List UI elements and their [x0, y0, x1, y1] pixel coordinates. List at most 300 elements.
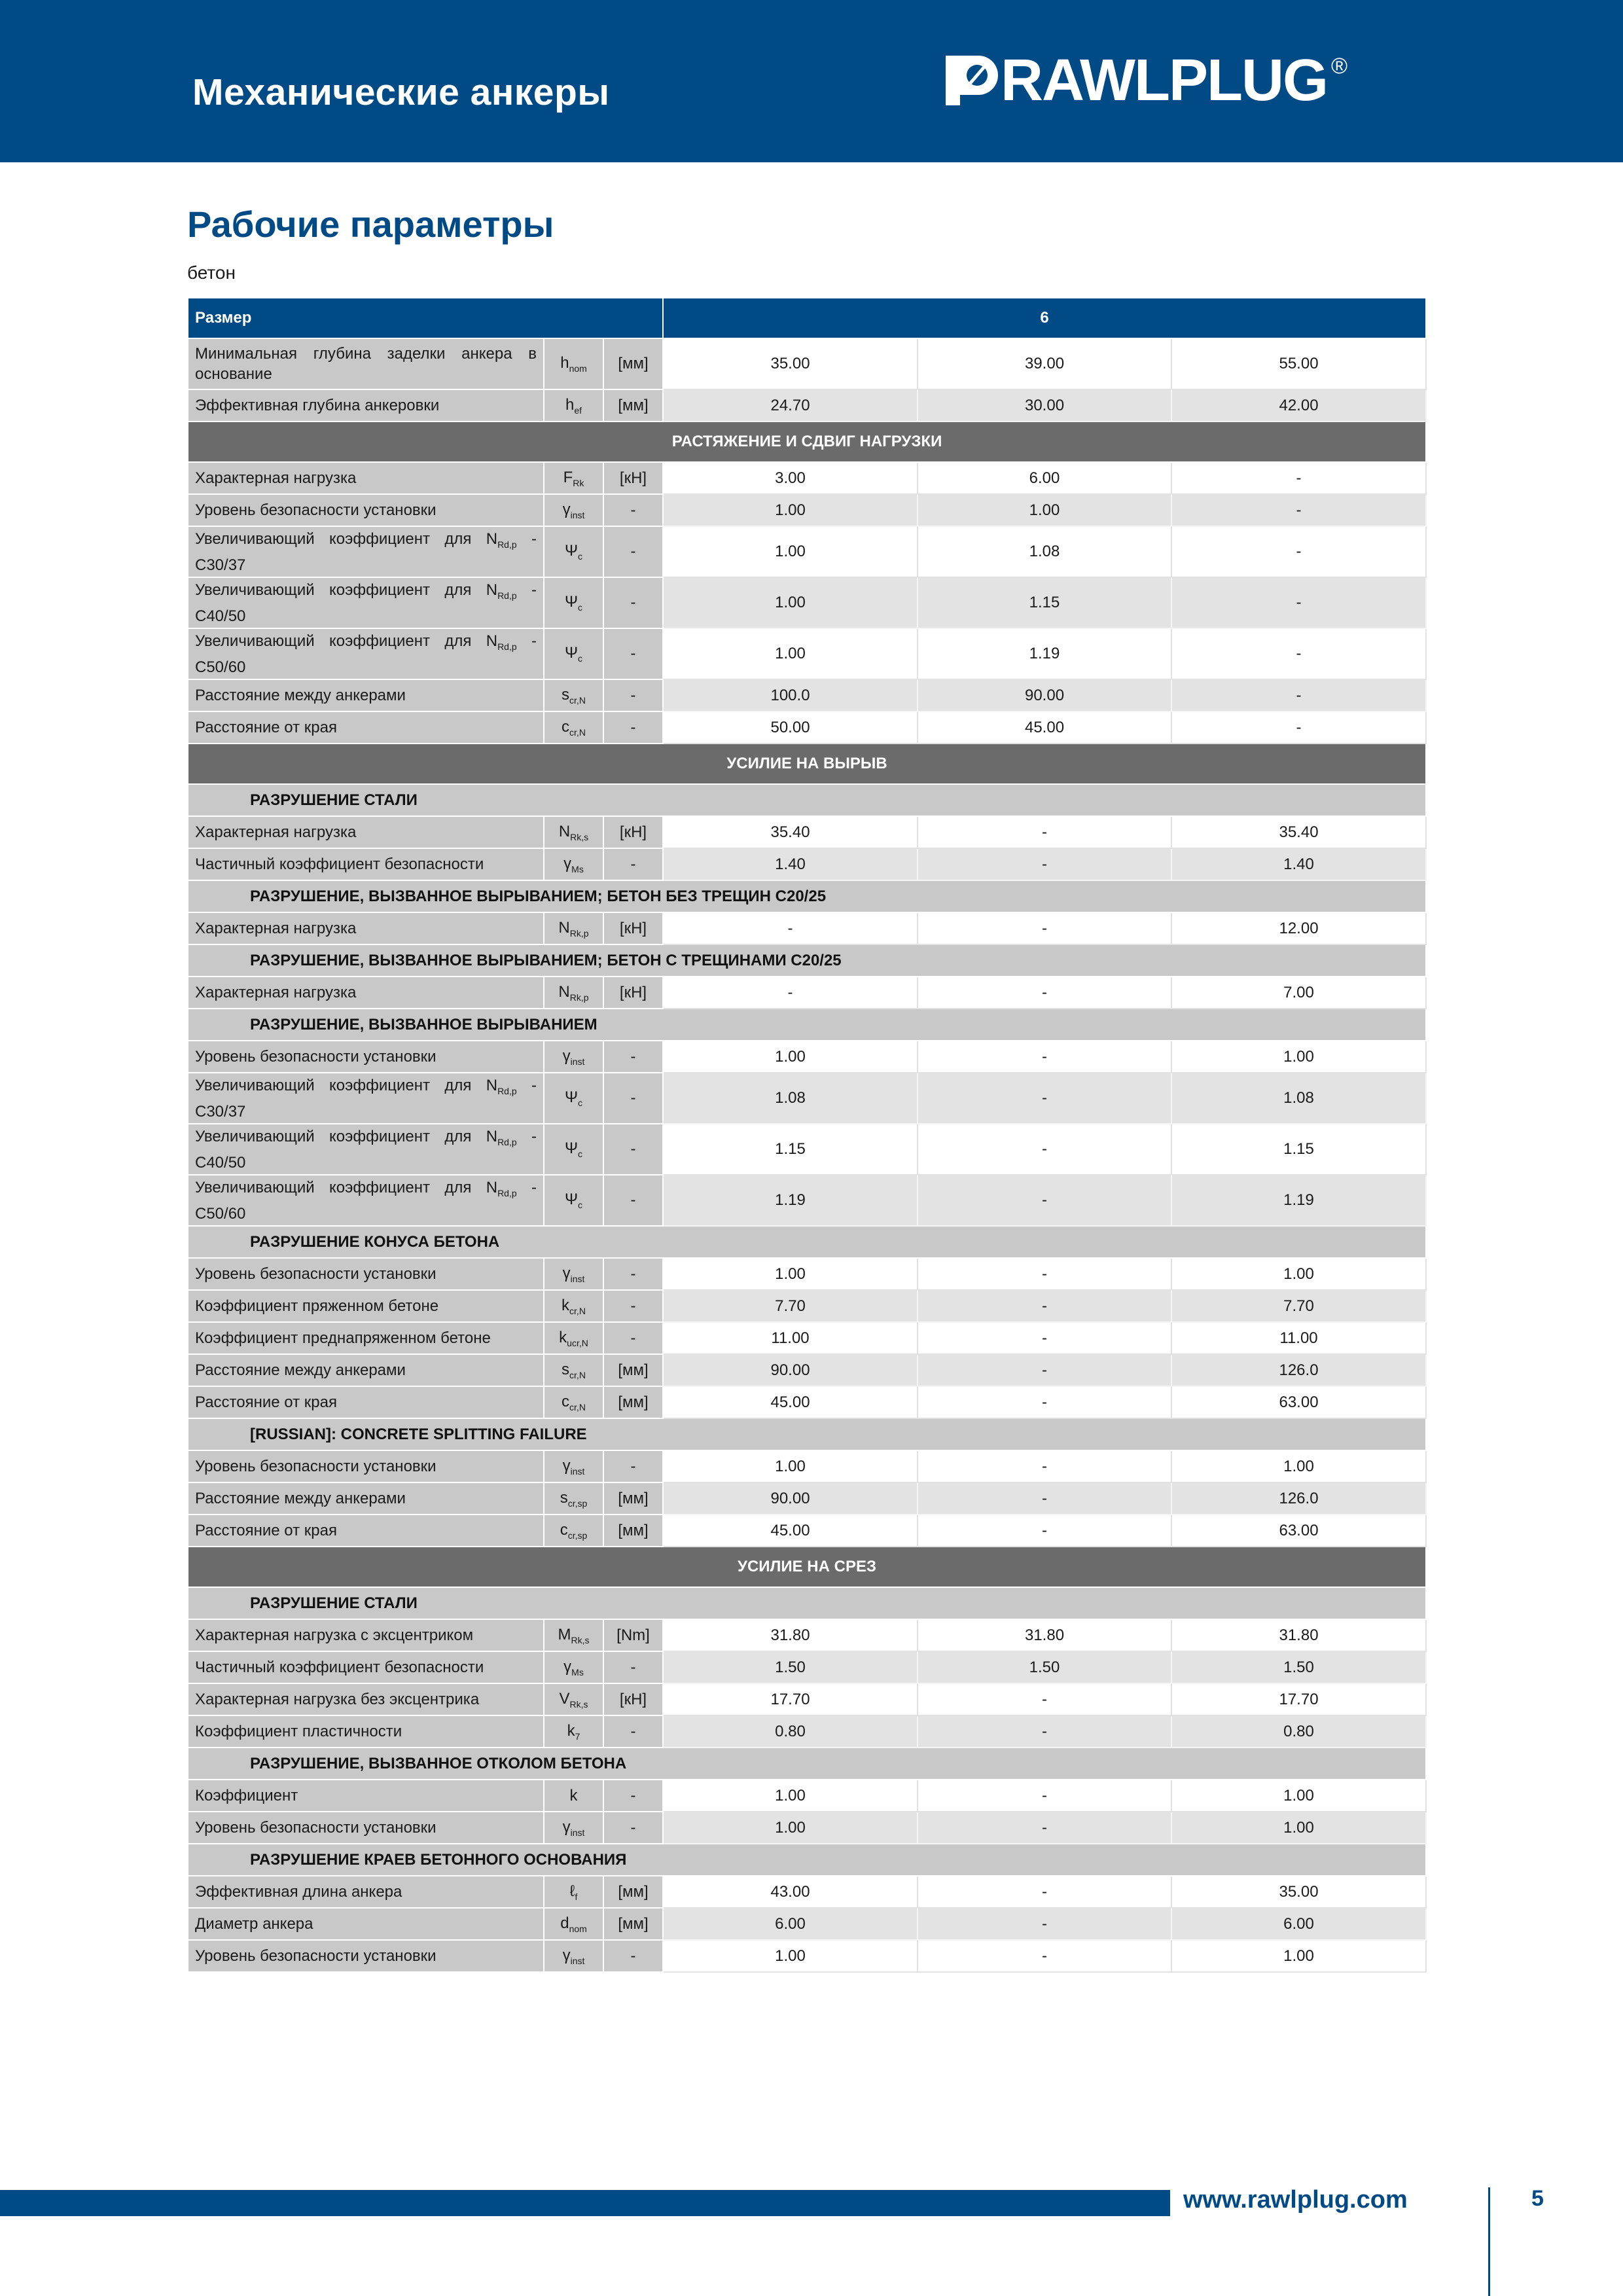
parameter-name: [188, 338, 544, 389]
parameter-symbol: [544, 1876, 603, 1908]
parameter-name-subscript: Rd,p: [497, 1136, 517, 1147]
symbol-letter: F: [563, 468, 573, 486]
parameter-name-subscript: Rd,p: [497, 590, 517, 601]
value-cell: 39.00: [918, 338, 1171, 389]
value-cell: -: [918, 1175, 1171, 1226]
table-row: [188, 389, 1426, 422]
value-cell: 126.0: [1171, 1482, 1426, 1515]
parameter-name-text: Уровень безопасности установки: [195, 1947, 437, 1965]
value-cell: 6.00: [1171, 1908, 1426, 1940]
parameter-name-text: Уровень безопасности установки: [195, 1819, 437, 1837]
table-header-row: [188, 298, 1426, 338]
parameter-symbol: [544, 1715, 603, 1748]
value-cell: 43.00: [663, 1876, 918, 1908]
symbol-letter: k: [567, 1721, 575, 1740]
symbol-subscript: Rk,p: [569, 992, 589, 1003]
parameter-name: [188, 1908, 544, 1940]
parameter-name: [188, 494, 544, 526]
parameter-unit: -: [603, 1651, 663, 1683]
value-cell: -: [918, 1908, 1171, 1940]
value-cell: 1.00: [663, 1450, 918, 1482]
parameter-unit: -: [603, 628, 663, 679]
symbol-subscript: cr,N: [569, 1401, 586, 1412]
symbol-letter: s: [562, 1360, 570, 1378]
parameter-name: [188, 1876, 544, 1908]
subsection-title: [RUSSIAN]: CONCRETE SPLITTING FAILURE: [188, 1418, 1426, 1450]
value-cell: 1.50: [663, 1651, 918, 1683]
table-row: [188, 577, 1426, 628]
parameter-name: [188, 1386, 544, 1418]
subsection-header-row: [188, 1009, 1426, 1041]
symbol-letter: γ: [562, 1047, 571, 1065]
table-row: [188, 1386, 1426, 1418]
symbol-letter: Ψ: [564, 1191, 579, 1208]
table-row: [188, 1290, 1426, 1322]
parameter-name-text: Расстояние между анкерами: [195, 687, 406, 704]
parameter-unit: [кН]: [603, 977, 663, 1009]
symbol-subscript: inst: [570, 1056, 585, 1067]
table-row: [188, 462, 1426, 494]
value-cell: 17.70: [663, 1683, 918, 1715]
parameter-unit: -: [603, 1124, 663, 1175]
value-cell: 45.00: [663, 1515, 918, 1547]
symbol-letter: c: [560, 1520, 568, 1539]
value-cell: -: [918, 1683, 1171, 1715]
footer-bar: [0, 2190, 1170, 2216]
value-cell: 0.80: [1171, 1715, 1426, 1748]
parameter-unit: -: [603, 1780, 663, 1812]
parameter-symbol: [544, 526, 603, 577]
value-cell: 1.40: [1171, 848, 1426, 880]
parameter-name-subscript: Rd,p: [497, 539, 517, 550]
section-title: УСИЛИЕ НА ВЫРЫВ: [188, 744, 1426, 784]
value-cell: 35.40: [663, 816, 918, 848]
parameter-name-suffix: - C30/37: [195, 529, 537, 574]
subsection-header-row: [188, 1844, 1426, 1876]
value-cell: 1.08: [663, 1073, 918, 1124]
value-cell: 11.00: [663, 1322, 918, 1354]
symbol-letter: Ψ: [564, 1139, 579, 1157]
symbol-subscript: c: [578, 551, 583, 562]
parameter-unit: -: [603, 577, 663, 628]
header-title: Механические анкеры: [192, 71, 610, 113]
parameter-unit: -: [603, 1290, 663, 1322]
parameter-unit: [кН]: [603, 816, 663, 848]
parameter-symbol: [544, 389, 603, 422]
value-cell: 30.00: [918, 389, 1171, 422]
parameter-unit: -: [603, 1450, 663, 1482]
value-cell: 1.00: [1171, 1812, 1426, 1844]
table-row: [188, 977, 1426, 1009]
symbol-letter: γ: [562, 1946, 571, 1964]
symbol-subscript: Rk,s: [569, 1698, 588, 1710]
symbol-subscript: cr,N: [569, 1305, 586, 1316]
value-cell: 1.00: [918, 494, 1171, 526]
table-row: [188, 679, 1426, 711]
parameter-name-suffix: - C40/50: [195, 581, 537, 625]
value-cell: -: [918, 912, 1171, 944]
parameter-symbol: [544, 912, 603, 944]
value-cell: 63.00: [1171, 1386, 1426, 1418]
value-cell: 1.00: [663, 526, 918, 577]
parameter-name-text: Характерная нагрузка: [195, 823, 357, 841]
table-row: [188, 1450, 1426, 1482]
symbol-subscript: ef: [574, 404, 582, 416]
subsection-title: РАЗРУШЕНИЕ КОНУСА БЕТОНА: [188, 1226, 1426, 1258]
value-cell: -: [918, 848, 1171, 880]
parameter-unit: -: [603, 1258, 663, 1290]
value-cell: 1.15: [918, 577, 1171, 628]
value-cell: 100.0: [663, 679, 918, 711]
parameter-name: [188, 679, 544, 711]
value-cell: 0.80: [663, 1715, 918, 1748]
subsection-header-row: [188, 1418, 1426, 1450]
symbol-subscript: cr,N: [569, 1369, 586, 1380]
parameter-name: [188, 1450, 544, 1482]
parameter-name: [188, 1812, 544, 1844]
parameter-name-text: Увеличивающий коэффициент для N: [195, 1076, 498, 1094]
value-cell: 35.00: [1171, 1876, 1426, 1908]
symbol-letter: γ: [563, 1657, 572, 1676]
symbol-letter: γ: [562, 1456, 571, 1475]
section-header-row: [188, 1547, 1426, 1587]
parameter-name-suffix: - C30/37: [195, 1076, 537, 1121]
parameter-name: [188, 1322, 544, 1354]
parameter-symbol: [544, 577, 603, 628]
table-row: [188, 338, 1426, 389]
parameter-unit: -: [603, 1073, 663, 1124]
parameter-name: [188, 1651, 544, 1683]
parameter-name-text: Минимальная глубина заделки анкера в основание: [195, 345, 537, 383]
value-cell: -: [1171, 577, 1426, 628]
symbol-letter: γ: [562, 500, 571, 518]
symbol-subscript: c: [578, 1149, 583, 1159]
symbol-letter: γ: [562, 1264, 571, 1282]
parameter-unit: [мм]: [603, 1515, 663, 1547]
table-row: [188, 1175, 1426, 1226]
parameter-symbol: [544, 494, 603, 526]
symbol-subscript: cr,N: [569, 694, 586, 706]
value-cell: -: [918, 1290, 1171, 1322]
symbol-subscript: Ms: [571, 1666, 584, 1677]
table-row: [188, 1619, 1426, 1651]
parameter-unit: [кН]: [603, 462, 663, 494]
section-header-row: [188, 744, 1426, 784]
value-cell: 1.00: [663, 577, 918, 628]
rawlplug-logo: [946, 48, 1348, 113]
section-title: УСИЛИЕ НА СРЕЗ: [188, 1547, 1426, 1587]
parameter-name-suffix: - C50/60: [195, 632, 537, 676]
subsection-title: РАЗРУШЕНИЕ СТАЛИ: [188, 784, 1426, 816]
table-row: [188, 1651, 1426, 1683]
parameter-unit: -: [603, 711, 663, 744]
symbol-subscript: c: [578, 653, 583, 664]
value-cell: 3.00: [663, 462, 918, 494]
parameter-name-text: Коэффициент пластичности: [195, 1723, 402, 1740]
symbol-letter: s: [560, 1488, 568, 1507]
value-cell: 90.00: [663, 1354, 918, 1386]
parameter-symbol: [544, 1515, 603, 1547]
parameter-name-text: Уровень безопасности установки: [195, 1265, 437, 1283]
parameter-unit: -: [603, 679, 663, 711]
parameter-unit: -: [603, 1041, 663, 1073]
value-cell: 126.0: [1171, 1354, 1426, 1386]
parameter-unit: -: [603, 494, 663, 526]
parameter-name-text: Расстояние между анкерами: [195, 1361, 406, 1379]
value-cell: 90.00: [918, 679, 1171, 711]
symbol-letter: N: [558, 918, 570, 937]
symbol-letter: N: [558, 982, 570, 1001]
parameter-symbol: [544, 1683, 603, 1715]
parameter-name-text: Коэффициент преднапряженном бетоне: [195, 1329, 491, 1347]
parameter-name-text: Характерная нагрузка: [195, 920, 357, 937]
value-cell: 31.80: [1171, 1619, 1426, 1651]
parameter-name-suffix: - C40/50: [195, 1127, 537, 1172]
parameters-table: [187, 297, 1427, 1973]
symbol-letter: s: [562, 685, 570, 704]
symbol-letter: k: [559, 1328, 567, 1346]
page-number: 5: [1531, 2186, 1544, 2211]
parameter-unit: [кН]: [603, 1683, 663, 1715]
parameter-symbol: [544, 1322, 603, 1354]
value-cell: 63.00: [1171, 1515, 1426, 1547]
parameter-name-subscript: Rd,p: [497, 1187, 517, 1198]
symbol-letter: N: [558, 822, 571, 840]
value-cell: -: [1171, 494, 1426, 526]
value-cell: -: [1171, 628, 1426, 679]
parameter-unit: -: [603, 1812, 663, 1844]
symbol-subscript: f: [575, 1891, 578, 1902]
parameter-unit: [мм]: [603, 1876, 663, 1908]
symbol-letter: V: [559, 1689, 570, 1708]
symbol-subscript: Rk: [573, 477, 584, 488]
table-row: [188, 1258, 1426, 1290]
parameter-name: [188, 1290, 544, 1322]
symbol-letter: ℓ: [569, 1882, 575, 1900]
parameter-symbol: [544, 462, 603, 494]
value-cell: 1.00: [1171, 1258, 1426, 1290]
parameter-name: [188, 577, 544, 628]
symbol-letter: γ: [562, 1818, 571, 1836]
parameter-symbol: [544, 1619, 603, 1651]
table-row: [188, 1715, 1426, 1748]
value-cell: 90.00: [663, 1482, 918, 1515]
symbol-subscript: Rk,p: [569, 927, 589, 939]
symbol-subscript: inst: [570, 1465, 585, 1477]
value-cell: 11.00: [1171, 1322, 1426, 1354]
table-row: [188, 1940, 1426, 1972]
parameter-name: [188, 1619, 544, 1651]
parameter-name-text: Коэффициент: [195, 1787, 298, 1804]
subsection-title: РАЗРУШЕНИЕ, ВЫЗВАННОЕ ВЫРЫВАНИЕМ: [188, 1009, 1426, 1041]
parameter-name: [188, 848, 544, 880]
value-cell: 42.00: [1171, 389, 1426, 422]
parameter-name-text: Частичный коэффициент безопасности: [195, 855, 484, 873]
value-cell: 55.00: [1171, 338, 1426, 389]
parameter-name: [188, 389, 544, 422]
value-cell: -: [918, 1715, 1171, 1748]
parameter-name-text: Уровень безопасности установки: [195, 501, 437, 519]
value-cell: 45.00: [663, 1386, 918, 1418]
parameter-name: [188, 977, 544, 1009]
parameter-name-text: Увеличивающий коэффициент для N: [195, 632, 498, 650]
parameter-name-text: Уровень безопасности установки: [195, 1458, 437, 1475]
value-cell: -: [918, 1812, 1171, 1844]
value-cell: -: [918, 977, 1171, 1009]
parameter-symbol: [544, 1482, 603, 1515]
symbol-letter: k: [569, 1786, 578, 1804]
parameter-name-text: Эффективная длина анкера: [195, 1883, 402, 1901]
parameter-name: [188, 1940, 544, 1972]
symbol-subscript: inst: [570, 1827, 585, 1838]
symbol-subscript: inst: [570, 1955, 585, 1966]
parameter-unit: [мм]: [603, 1354, 663, 1386]
parameter-symbol: [544, 711, 603, 744]
parameter-name: [188, 816, 544, 848]
table-row: [188, 1041, 1426, 1073]
value-cell: -: [1171, 679, 1426, 711]
parameter-symbol: [544, 1175, 603, 1226]
parameter-name: [188, 1073, 544, 1124]
table-row: [188, 1354, 1426, 1386]
table-row: [188, 711, 1426, 744]
value-cell: -: [918, 1780, 1171, 1812]
parameter-name: [188, 1482, 544, 1515]
subsection-header-row: [188, 1587, 1426, 1619]
symbol-letter: d: [560, 1914, 569, 1932]
symbol-subscript: nom: [569, 363, 587, 374]
value-cell: -: [918, 1322, 1171, 1354]
parameter-unit: [мм]: [603, 1386, 663, 1418]
parameter-name: [188, 526, 544, 577]
section-header-row: [188, 422, 1426, 462]
subsection-title: РАЗРУШЕНИЕ КРАЕВ БЕТОННОГО ОСНОВАНИЯ: [188, 1844, 1426, 1876]
value-cell: 12.00: [1171, 912, 1426, 944]
value-cell: 50.00: [663, 711, 918, 744]
value-cell: 31.80: [663, 1619, 918, 1651]
value-cell: -: [918, 816, 1171, 848]
symbol-letter: c: [562, 717, 570, 736]
parameter-symbol: [544, 816, 603, 848]
symbol-subscript: nom: [569, 1923, 587, 1934]
parameter-name-subscript: Rd,p: [497, 1085, 517, 1096]
subsection-header-row: [188, 880, 1426, 912]
value-cell: 7.70: [663, 1290, 918, 1322]
parameter-name: [188, 1683, 544, 1715]
parameter-name: [188, 1124, 544, 1175]
parameter-name-text: Эффективная глубина анкеровки: [195, 397, 440, 414]
parameter-symbol: [544, 1041, 603, 1073]
table-row: [188, 1780, 1426, 1812]
parameter-name-text: Уровень безопасности установки: [195, 1048, 437, 1066]
size-value: 6: [663, 298, 1426, 338]
symbol-letter: Ψ: [564, 593, 579, 611]
table-row: [188, 1073, 1426, 1124]
parameter-name: [188, 1715, 544, 1748]
symbol-subscript: 7: [575, 1731, 580, 1742]
value-cell: 1.50: [918, 1651, 1171, 1683]
parameter-symbol: [544, 679, 603, 711]
parameter-unit: -: [603, 1322, 663, 1354]
parameter-unit: [Nm]: [603, 1619, 663, 1651]
page-header: [0, 0, 1623, 162]
parameter-name-subscript: Rd,p: [497, 641, 517, 652]
value-cell: 1.00: [663, 1258, 918, 1290]
value-cell: -: [918, 1041, 1171, 1073]
value-cell: -: [1171, 462, 1426, 494]
subsection-header-row: [188, 1748, 1426, 1780]
symbol-subscript: Rk,s: [570, 831, 589, 842]
symbol-letter: c: [562, 1392, 570, 1410]
value-cell: 1.00: [1171, 1450, 1426, 1482]
parameter-symbol: [544, 1908, 603, 1940]
value-cell: -: [918, 1450, 1171, 1482]
value-cell: 1.00: [663, 1041, 918, 1073]
symbol-subscript: c: [578, 1098, 583, 1108]
value-cell: -: [918, 1876, 1171, 1908]
footer-url[interactable]: www.rawlplug.com: [1183, 2186, 1408, 2214]
symbol-letter: M: [558, 1625, 571, 1643]
table-row: [188, 1322, 1426, 1354]
subsection-title: РАЗРУШЕНИЕ СТАЛИ: [188, 1587, 1426, 1619]
symbol-letter: Ψ: [564, 644, 579, 662]
parameter-unit: -: [603, 1940, 663, 1972]
parameter-symbol: [544, 1354, 603, 1386]
parameter-unit: [кН]: [603, 912, 663, 944]
table-row: [188, 1683, 1426, 1715]
parameter-name-text: Расстояние между анкерами: [195, 1490, 406, 1507]
parameter-name-text: Увеличивающий коэффициент для N: [195, 581, 498, 599]
table-row: [188, 1812, 1426, 1844]
parameter-symbol: [544, 1780, 603, 1812]
parameter-unit: -: [603, 526, 663, 577]
parameter-symbol: [544, 977, 603, 1009]
value-cell: 6.00: [918, 462, 1171, 494]
parameter-name-text: Расстояние от края: [195, 1393, 337, 1411]
page-subtitle: бетон: [187, 262, 236, 283]
value-cell: 6.00: [663, 1908, 918, 1940]
table-row: [188, 848, 1426, 880]
table-row: [188, 494, 1426, 526]
parameter-symbol: [544, 1258, 603, 1290]
value-cell: -: [918, 1073, 1171, 1124]
value-cell: 1.08: [1171, 1073, 1426, 1124]
parameter-unit: [мм]: [603, 1908, 663, 1940]
value-cell: 7.00: [1171, 977, 1426, 1009]
value-cell: -: [1171, 526, 1426, 577]
page-title: Рабочие параметры: [187, 204, 554, 245]
value-cell: -: [918, 1258, 1171, 1290]
subsection-title: РАЗРУШЕНИЕ, ВЫЗВАННОЕ ВЫРЫВАНИЕМ; БЕТОН БЕЗ ТРЕЩИН C20/25: [188, 880, 1426, 912]
parameter-symbol: [544, 848, 603, 880]
parameter-name: [188, 1780, 544, 1812]
subsection-header-row: [188, 1226, 1426, 1258]
value-cell: 35.40: [1171, 816, 1426, 848]
value-cell: 1.15: [663, 1124, 918, 1175]
value-cell: 1.00: [1171, 1940, 1426, 1972]
value-cell: 1.19: [918, 628, 1171, 679]
value-cell: -: [918, 1940, 1171, 1972]
value-cell: 1.00: [663, 494, 918, 526]
parameter-name: [188, 462, 544, 494]
parameter-name-text: Коэффициент пряженном бетоне: [195, 1297, 439, 1315]
parameter-name: [188, 1258, 544, 1290]
symbol-subscript: c: [578, 602, 583, 613]
value-cell: -: [663, 977, 918, 1009]
value-cell: 1.50: [1171, 1651, 1426, 1683]
subsection-header-row: [188, 944, 1426, 977]
value-cell: 1.40: [663, 848, 918, 880]
